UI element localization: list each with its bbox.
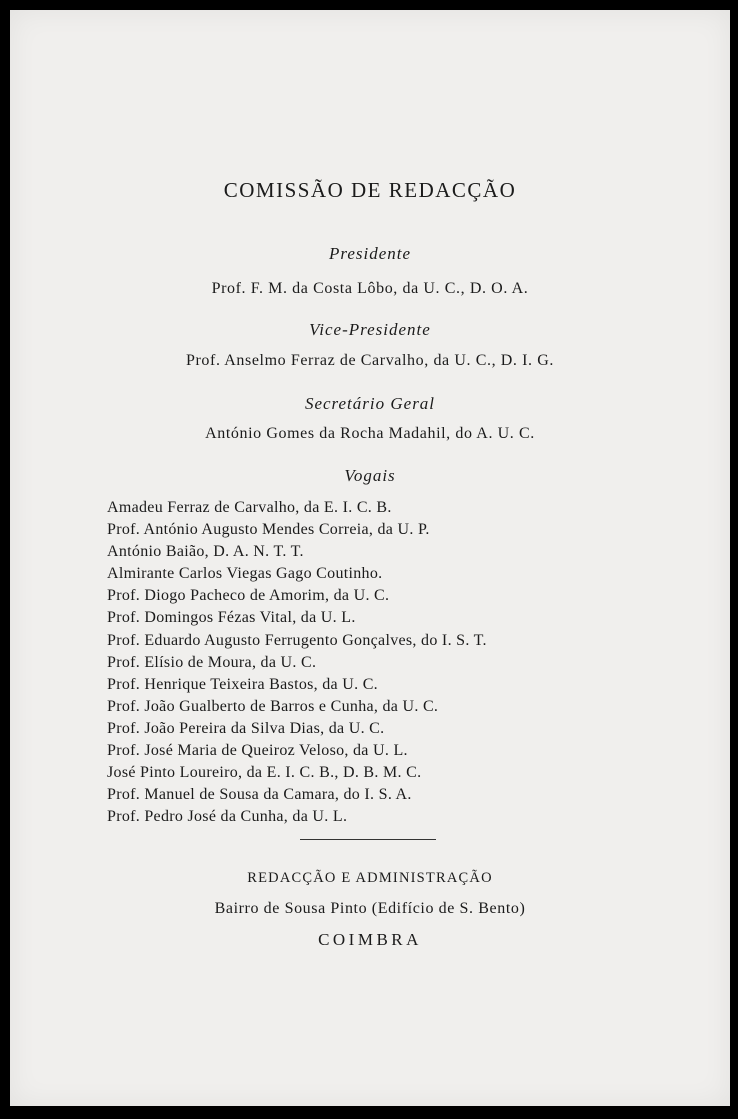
list-item: Amadeu Ferraz de Carvalho, da E. I. C. B. [107, 499, 392, 516]
document-page [10, 10, 730, 1106]
role-members: Vogais [344, 466, 396, 485]
president-name: Prof. F. M. da Costa Lôbo, da U. C., D. O. A. [211, 280, 529, 297]
list-item: Almirante Carlos Viegas Gago Coutinho. [107, 565, 383, 583]
role-president: Presidente [328, 244, 412, 263]
secretary-name: António Gomes da Rocha Madahil, do A. U. C. [205, 425, 535, 442]
list-item: Prof. Eduardo Augusto Ferrugento Gonçalves, do I. S. T. [107, 631, 487, 649]
list-item: Prof. Henrique Teixeira Bastos, da U. C. [107, 675, 378, 693]
page-title: COMISSÃO DE REDACÇÃO [223, 178, 517, 202]
role-secretary: Secretário Geral [304, 394, 436, 413]
admin-heading: REDACÇÃO E ADMINISTRAÇÃO [247, 870, 493, 886]
list-item: Prof. Manuel de Sousa da Camara, do I. S. A. [107, 786, 412, 804]
address: Bairro de Sousa Pinto (Edifício de S. Bento) [214, 900, 526, 917]
city: COIMBRA [318, 930, 422, 949]
vice-president-name: Prof. Anselmo Ferraz de Carvalho, da U. C., D. I. G. [185, 352, 555, 369]
list-item: Prof. Diogo Pacheco de Amorim, da U. C. [107, 587, 390, 605]
list-item: Prof. João Pereira da Silva Dias, da U. C. [107, 719, 385, 737]
list-item: Prof. José Maria de Queiroz Veloso, da U. L. [107, 742, 408, 760]
divider [300, 839, 436, 840]
list-item: António Baião, D. A. N. T. T. [107, 543, 304, 561]
list-item: Prof. Domingos Fézas Vital, da U. L. [107, 609, 356, 627]
role-vice-president: Vice-Presidente [309, 320, 431, 339]
list-item: Prof. João Gualberto de Barros e Cunha, da U. C. [107, 697, 439, 715]
member-list [107, 497, 707, 828]
list-item: Prof. António Augusto Mendes Correia, da U. P. [107, 521, 430, 539]
list-item: José Pinto Loureiro, da E. I. C. B., D. B. M. C. [107, 764, 422, 782]
list-item: Prof. Elísio de Moura, da U. C. [107, 653, 317, 671]
list-item: Prof. Pedro José da Cunha, da U. L. [107, 808, 348, 826]
